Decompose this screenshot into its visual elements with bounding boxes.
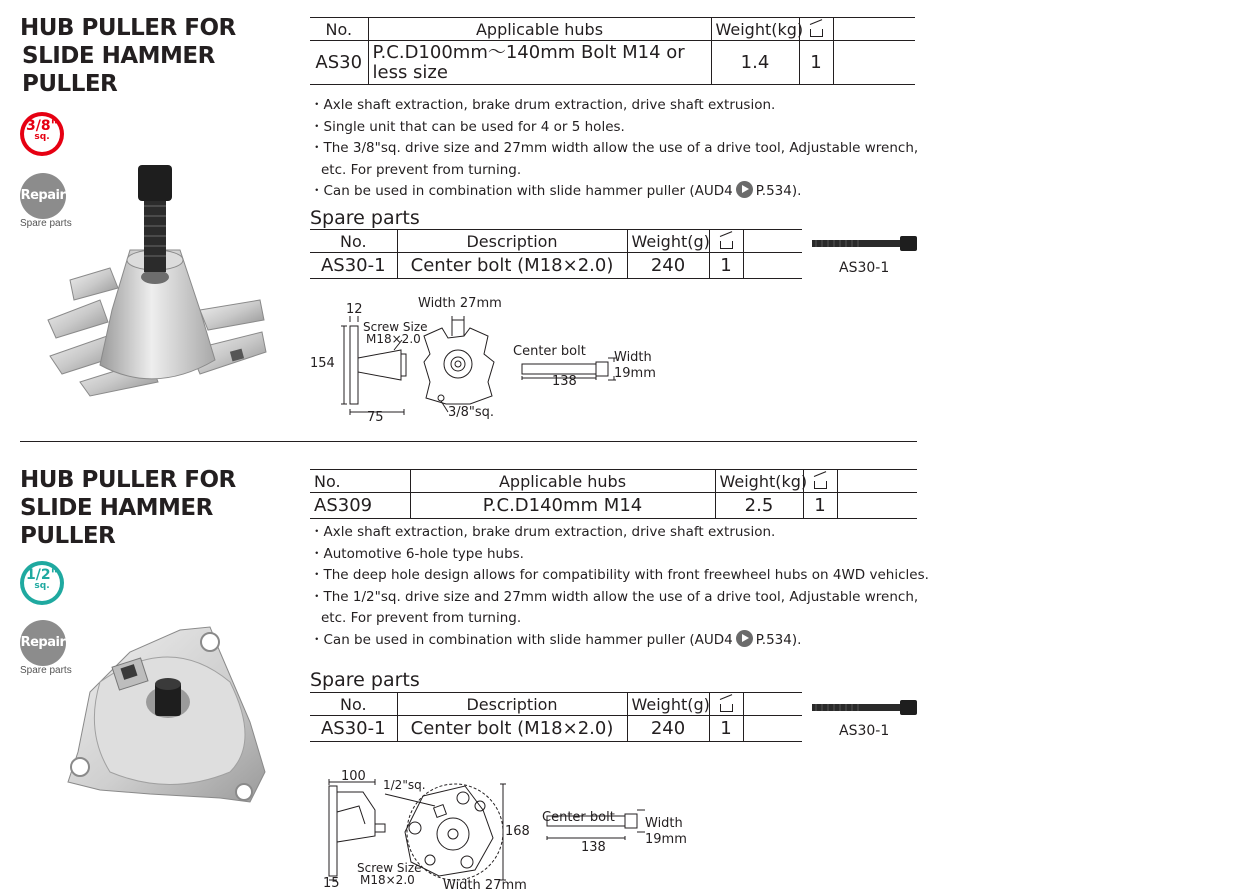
column-header-no: No. [310,693,397,716]
cell-no: AS309 [310,493,410,519]
feature-item: ・Automotive 6-hole type hubs. [310,545,524,562]
table-row [310,41,915,85]
repair-caption: Spare parts [20,665,72,676]
cell-no: AS30-1 [310,253,397,279]
column-header-qty [709,230,743,253]
dimension-diagram: 12 154 75 Width 27mm Screw Size M18×2.0 3/8"sq. Center bolt 138 Width 19mm [310,296,656,425]
center-bolt-photo [812,698,920,718]
section-divider [20,441,917,442]
column-header-weight: Weight(kg) [711,18,799,41]
cell-description: Center bolt (M18×2.0) [397,716,627,742]
feature-item: ・The deep hole design allows for compatibility with front freewheel hubs on 4WD vehicles. [310,567,929,583]
page-ref-arrow-icon [736,630,753,647]
spare-parts-table [310,692,802,742]
feature-item: ・Can be used in combination with slide hammer puller (AUD4 P.534). [310,183,802,199]
spec-table [310,17,915,85]
feature-item: ・The 1/2"sq. drive size and 27mm width allow the use of a drive tool, Adjustable wrench, [310,588,919,605]
package-qty-icon [720,704,733,712]
drive-size-badge: 1/2" sq. [20,561,64,605]
drive-size-badge: 3/8" sq. [20,112,64,156]
spare-parts-title: Spare parts [310,669,420,691]
cell-no: AS30 [310,41,368,85]
page-ref-arrow-icon [736,181,753,198]
table-row [310,493,917,519]
product-title: HUB PULLER FOR SLIDE HAMMER PULLER [20,15,236,97]
spare-parts-title: Spare parts [310,207,420,229]
center-bolt-photo [812,234,920,254]
page-ref-link[interactable]: P.534). [755,183,802,199]
cell-hubs: P.C.D140mm M14 [410,493,715,519]
cell-weight: 240 [627,716,709,742]
dimension-diagram: 100 168 15 Width 27mm Screw Size M18×2.0 1/2"sq. Center bolt 138 Width 19mm [323,769,687,893]
spec-table [310,469,917,519]
feature-item: ・Axle shaft extraction, brake drum extraction, drive shaft extrusion. [310,524,776,540]
cell-qty: 1 [709,716,743,742]
spare-part-label: AS30-1 [839,260,890,276]
package-qty-icon [814,481,827,489]
cell-weight: 1.4 [711,41,799,85]
feature-list [310,522,929,651]
feature-item: etc. For prevent from turning. [321,610,522,626]
feature-item: ・Can be used in combination with slide hammer puller (AUD4 P.534). [310,631,802,648]
hub-puller-photo [40,160,272,400]
feature-item: ・Axle shaft extraction, brake drum extraction, drive shaft extrusion. [310,97,776,113]
cell-weight: 240 [627,253,709,279]
column-header-no: No. [310,230,397,253]
table-row [310,253,802,279]
repair-badge: Repair [20,173,66,219]
cell-description: Center bolt (M18×2.0) [397,253,627,279]
package-qty-icon [720,241,733,249]
cell-qty: 1 [799,41,833,85]
product-title: HUB PULLER FOR SLIDE HAMMER PULLER [20,467,236,549]
cell-weight: 2.5 [715,493,803,519]
column-header-weight: Weight(g) [627,230,709,253]
column-header-no: No. [310,470,410,493]
cell-qty: 1 [803,493,837,519]
spare-parts-table [310,229,802,279]
feature-item: ・Single unit that can be used for 4 or 5 holes. [310,118,625,135]
repair-caption: Spare parts [20,218,72,229]
column-header-description: Description [397,693,627,716]
feature-item: etc. For prevent from turning. [321,161,522,178]
column-header-weight: Weight(g) [627,693,709,716]
page-ref-link[interactable]: P.534). [755,631,802,648]
cell-hubs: P.C.D100mm〜140mm Bolt M14 or less size [368,41,711,85]
column-header-no: No. [310,18,368,41]
column-header-weight: Weight(kg) [715,470,803,493]
package-qty-icon [810,29,823,37]
feature-list [310,95,918,203]
column-header-hubs: Applicable hubs [368,18,711,41]
column-header-description: Description [397,230,627,253]
column-header-qty [709,693,743,716]
column-header-blank [833,18,915,41]
column-header-qty [803,470,837,493]
feature-item: ・The 3/8"sq. drive size and 27mm width allow the use of a drive tool, Adjustable wrench, [310,140,919,156]
spare-part-label: AS30-1 [839,723,890,739]
cell-no: AS30-1 [310,716,397,742]
table-row [310,716,802,742]
column-header-qty [799,18,833,41]
hub-puller-photo [60,622,272,812]
cell-qty: 1 [709,253,743,279]
repair-badge: Repair [20,620,66,666]
column-header-hubs: Applicable hubs [410,470,715,493]
